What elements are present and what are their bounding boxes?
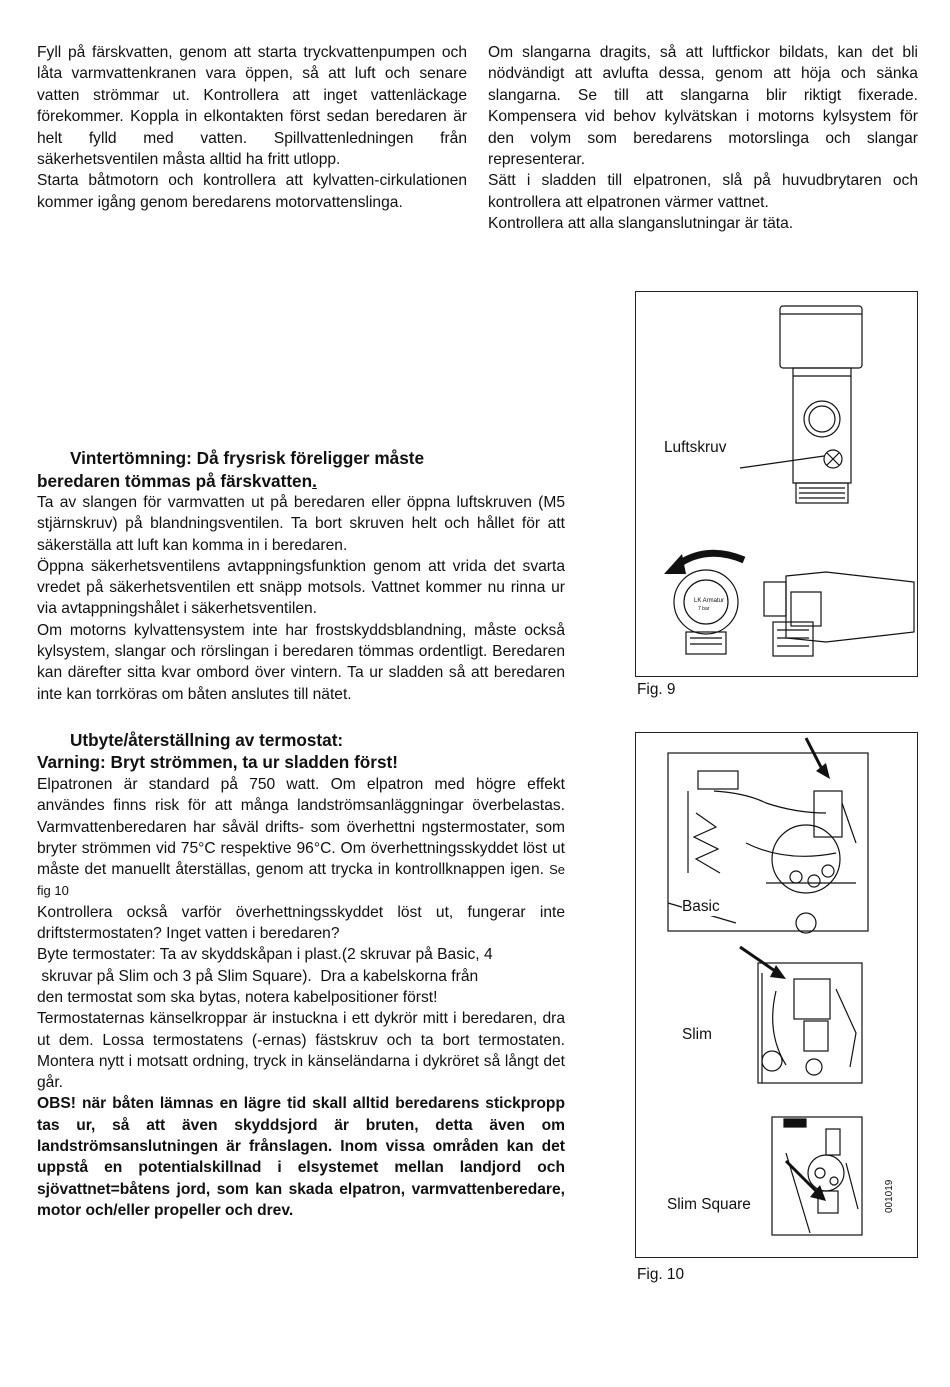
winter-paragraph-3: Om motorns kylvattensystem inte har frostskyddsblandning, måste också kylsystem, slangar och rörslingan i beredaren tömmas ordentligt. Beredaren kan därefter sitta kvar ombord över vintern. Ta ur sladden så att beredaren inte kan torrköras om båten anslutes till nätet. xyxy=(37,621,565,703)
thermostat-heading xyxy=(37,729,565,774)
winter-heading xyxy=(37,447,565,492)
winter-heading-dot: . xyxy=(312,470,317,491)
cable-position-text: den termostat som ska bytas, notera kabelpositioner först! xyxy=(37,988,438,1006)
fig10-caption: Fig. 10 xyxy=(637,1266,685,1283)
screw-count-text-1: (2 skruvar på Basic, 4 xyxy=(341,946,493,964)
luftskruv-label: Luftskruv xyxy=(664,439,727,456)
thermostat-paragraph-4: Termostaternas känselkroppar är instuckna i ett dykrör mitt i beredaren, dra ut dem. Lossa termostatens (-ernas) fästskruv och ta bort termostaten. Montera nytt i motsatt ordning, tryck in känseländarna i dykröret så långt det går. xyxy=(37,1010,565,1092)
plug-in-paragraph: Sätt i sladden till elpatronen, slå på huvudbrytaren och kontrollera att elpatronen värmer vattnet. xyxy=(488,172,918,211)
thermostat-paragraph-1 xyxy=(37,774,565,902)
winter-paragraph-1: Ta av slangen för varmvatten ut på beredaren eller öppna luftskruven (M5 stjärnskruv) på blandningsventilen. Ta bort skruven helt och hållet för att säkerställa att luft kan komma in i beredaren. xyxy=(37,494,565,554)
replace-thermostat-text: Byte termostater: Ta av skyddskåpan i plast. xyxy=(37,946,342,964)
thermostat-heading-line2: Varning: Bryt strömmen, ta ur sladden först! xyxy=(37,752,398,773)
thermostat-paragraph-3 xyxy=(37,944,565,1008)
start-engine-paragraph: Starta båtmotorn och kontrollera att kylvatten-cirkulationen kommer igång genom beredarens motorvattenslinga. xyxy=(37,172,467,211)
thermostat-p1-text: Elpatronen är standard på 750 watt. Om elpatron med högre effekt användes finns risk för att många landströmsanläggningar överbelastas. Varmvattenberedaren har såväl drifts- som överhettni ngstermostater, som bryter strömmen vid 75°C respektive 96°C. Om överhettningsskyddet löst ut måste det manuellt återställas, genom att trycka in kontrollknappen igen. xyxy=(37,775,565,879)
valve-drawing xyxy=(636,292,917,676)
slim-thermostat-photo xyxy=(758,963,862,1083)
fig9-caption: Fig. 9 xyxy=(637,681,676,698)
fill-water-paragraph: Fyll på färskvatten, genom att starta tryckvattenpumpen och låta varmvattenkranen vara öppen, så att luft och senare vatten strömmar ut. Kontrollera att inget vattenläckage förekommer. Koppla in elkontakten först sedan beredaren är helt fylld med vatten. Spillvattenledningen från säkerhetsventilen måsta alltid ha fritt utlopp. xyxy=(37,44,467,169)
winter-paragraph-2: Öppna säkerhetsventilens avtappningsfunktion genom att vrida det svarta vredet på säkerhetsventilen ett snäpp motsols. Vattnet kommer nu rinna ur via avtappningshålet i säkerhetsventilen. xyxy=(37,557,565,618)
main-column xyxy=(37,447,565,1221)
top-right-column xyxy=(488,42,918,235)
basic-label: Basic xyxy=(682,898,720,915)
slim-square-thermostat-photo xyxy=(772,1117,862,1235)
fig10-illustration xyxy=(635,732,918,1258)
slim-square-label: Slim Square xyxy=(667,1196,751,1213)
fig9-illustration xyxy=(635,291,918,677)
winter-heading-line1: Vintertömning: Då frysrisk föreligger måste xyxy=(70,448,425,468)
obs-warning-paragraph: OBS! när båten lämnas en lägre tid skall alltid beredarens stickpropp tas ur, så att även skyddsjord är bruten, detta även om landströmsanslutningen är frånslagen. Inom vissa områden kan det uppstå en potentialskillnad i elsystemet mellan landjord och sjövattnet=båtens jord, som kan skada elpatron, varmvattenberedare, motor och/eller propeller och drev. xyxy=(37,1095,565,1219)
figure-code: 001019 xyxy=(884,1179,895,1213)
fig10-reference: Se fig 10 xyxy=(37,862,565,899)
valve-text-pressure: 7 bar xyxy=(698,606,710,612)
slim-label: Slim xyxy=(682,1026,712,1043)
air-pocket-paragraph: Om slangarna dragits, så att luftfickor bildats, kan det bli nödvändigt att avlufta dessa, genom att höja och sänka slangarna. Se till att slangarna blir riktigt fixerade. Kompensera vid behov kylvätskan i motorns kylsystem för den volym som beredarens motorslinga och slangar representerar. xyxy=(488,44,918,169)
thermostat-photos xyxy=(636,733,917,1257)
cable-shoe-text: Dra a kabelskorna från xyxy=(320,967,479,985)
thermostat-paragraph-2: Kontrollera också varför överhettningsskyddet löst ut, fungerar inte driftstermostaten? Inget vatten i beredaren? xyxy=(37,903,565,943)
valve-text-brand: LK Armatur xyxy=(694,598,725,604)
top-left-column xyxy=(37,42,467,213)
screw-count-text-2: skruvar på Slim och 3 på Slim Square). xyxy=(41,967,312,985)
check-connections-paragraph: Kontrollera att alla slanganslutningar är täta. xyxy=(488,215,794,233)
winter-heading-line2: beredaren tömmas på färskvatten xyxy=(37,470,313,491)
thermostat-heading-line1: Utbyte/återställning av termostat: xyxy=(70,729,344,750)
